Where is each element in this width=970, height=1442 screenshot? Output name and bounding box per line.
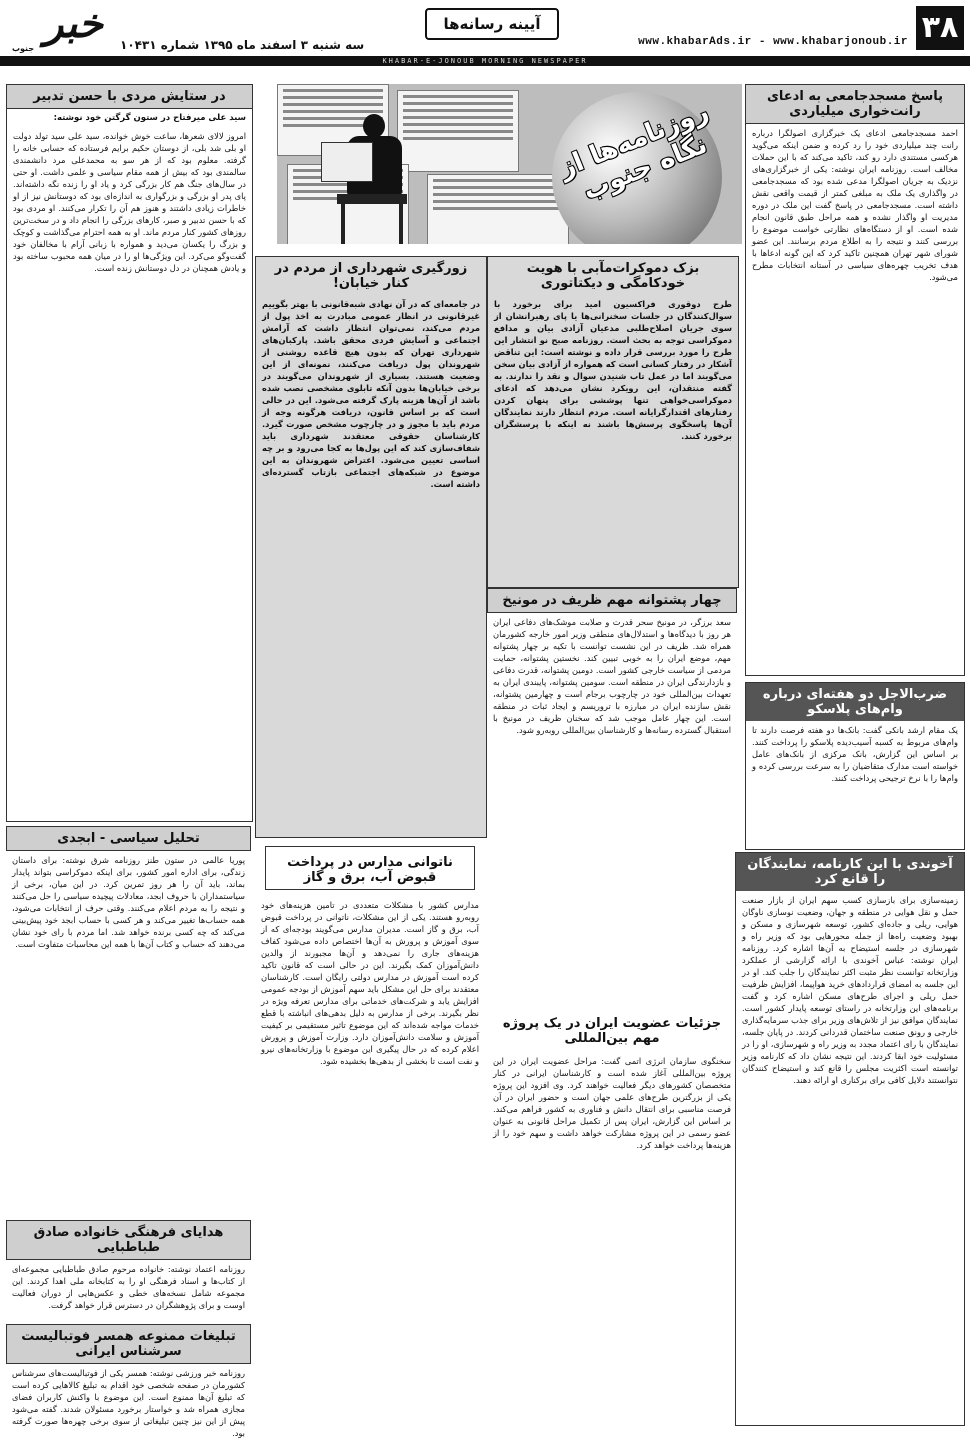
- article-praise: [6, 84, 253, 822]
- article-body: امروز لالای شعرها، ساعت خوش خوانده، سید علی سید تولد دولت او بلی شد بلی، از دوستان حکیم برایم فرستاده که حسابی خانه را گرفته. معلوم بود که از هر سو به محمدعلی مرد دانشمندی سالمندی بود که بیش از همه مقام سیاسی و علمی داشت. او حتی در سال‌های جنگ هم کار بزرگی کرد و یاد او را زنده نگه داشته‌اند. پای پدر او بزرگی و بزرگواری به اندازه‌ای بود که دوستانش نیز از او خاطرات زیادی داشتند و هنوز هم آن را تکرار می‌کنند. او مردی بود که با حسن تدبیر و صبر، کارهای بزرگی را انجام داد و در سخت‌ترین روزهای کشور کنار مردم ماند. او به همه احترام می‌گذاشت و کوچک و بزرگ را یکسان می‌دید و همواره با زبانی آرام با مخالفان خود گفت‌وگو می‌کرد. این ویژگی‌ها او را در میان همه محبوب ساخته بود و یادش همچنان در دل دوستانش زنده است.: [13, 131, 246, 273]
- article-ultimatum: [745, 682, 965, 850]
- article-title: جزئیات عضویت ایران در یک پروژه مهم بین‌المللی: [502, 1016, 722, 1046]
- article-body: سعد برزگر، در مونیخ سحر قدرت و صلابت موشک‌های دفاعی ایران هر روز با دیدگاه‌ها و استدلال‌های منطقی وزیر امور خارجه کشورمان همراه شد. ظریف در این نشست توانست با تکیه بر چهار پشتوانه مهم، موضع ایران را به خوبی تبیین کند. نخستین پشتوانه، حمایت مردمی از سیاست خارجی کشور است. دومین پشتوانه، قدرت دفاعی و بازدارندگی ایران در منطقه است. سومین پشتوانه، پایبندی ایران به تعهدات بین‌المللی خود در چارچوب برجام است و چهارمین پشتوانه، نقش سازنده ایران در مبارزه با تروریسم و ایجاد ثبات در منطقه است. این چهار عامل موجب شد که سخنان ظریف در مونیخ با استقبال گسترده رسانه‌ها و کارشناسان بین‌المللی روبه‌رو شود.: [493, 617, 731, 735]
- article-body: احمد مسجدجامعی ادعای یک خبرگزاری اصولگرا درباره رانت چند میلیاردی خود را رد کرده و ضمن اینکه می‌گوید هرکسی مستندی دارد رو کند، تاکید می‌کند که با این حملات مخالف است. روزنامه ایران نوشته: یکی از خبرگزاری‌های نزدیک به جریان اصولگرا مدعی شده بود که مسجدجامعی در واگذاری یک ملک به مبلغی کمتر از قیمت واقعی نقش داشته است. مسجدجامعی در پاسخ گفت این ملک در دوره مدیریت او واگذار نشده و همه مراحل طبق قانون انجام شده است. او از دستگاه‌های نظارتی خواست موضوع را بررسی کنند و نتیجه را به اطلاع مردم برسانند. این عضو شورای شهر تهران همچنین تاکید کرد که این گونه ادعاها با هدف تخریب چهره‌های سیاسی در آستانه انتخابات مطرح می‌شود.: [752, 128, 958, 282]
- article-banned-ads: [6, 1324, 251, 1438]
- article-title: تحلیل سیاسی - ابجدی: [6, 826, 251, 851]
- article-gift: [6, 1220, 251, 1320]
- article-body: یک مقام ارشد بانکی گفت: بانک‌ها دو هفته فرصت دارند تا وام‌های مربوط به کسبه آسیب‌دیده پلاسکو را پرداخت کنند. بر اساس این گزارش، بانک مرکزی از بانک‌های عامل خواسته است مدارک متقاضیان را به سرعت بررسی کرده و وام‌ها را با نرخ ترجیحی پرداخت کنند.: [752, 725, 958, 783]
- reader-silhouette-icon: [327, 114, 417, 244]
- article-title: در ستایش مردی با حسن تدبیر: [7, 85, 252, 109]
- article-democrats: [487, 256, 739, 588]
- website-links[interactable]: www.khabarAds.ir - www.khabarjonoub.ir: [638, 36, 908, 48]
- newspaper-logo: [8, 0, 103, 54]
- article-mosque: [745, 84, 965, 676]
- article-body: طرح دوقوری فراکسیون امید برای برخورد با سوال‌کنندگان در جلسات سخنرانی‌ها یا پای رهبرانشان از سوی جریان اصلاح‌طلبی مدعیان آزادی بیان و مدافع دموکراسی توجه به بحث است. روزنامه صبح نو انتشار این طرح را مورد بررسی قرار داده و نوشته است: این تناقض آشکار در رفتار کسانی است که همواره از آزادی بیان سخن می‌گویند اما در عمل تاب شنیدن سوال و نقد را ندارند. به گفته منتقدان، این رویکرد نشان می‌دهد که ادعای دموکراسی‌خواهی تنها پوششی برای پنهان کردن رفتارهای اقتدارگرایانه است. مردم انتظار دارند نمایندگان آن‌ها پاسخگوی پرسش‌ها باشند نه اینکه با پرسشگران برخورد کنند.: [494, 299, 732, 441]
- article-project: [487, 1004, 737, 1424]
- masthead-band: KHABAR-E-JONOUB MORNING NEWSPAPER: [0, 56, 970, 66]
- page-header: [0, 0, 970, 58]
- article-byline: سید علی میرفتاح در ستون گرگتن خود نوشته:: [53, 113, 246, 123]
- article-title: بزک دموکرات‌مآبی با هویت خودکامگی و دیکتاتوری: [526, 261, 700, 291]
- issue-dateline: سه شنبه ۳ اسفند ماه ۱۳۹۵ شماره ۱۰۴۳۱: [120, 38, 365, 52]
- article-title: ضرب‌الاجل دو هفته‌ای درباره وام‌های پلاسکو: [746, 683, 964, 721]
- article-body: زمینه‌سازی برای بازسازی کسب سهم ایران از بازار صنعت حمل و نقل هوایی در منطقه و جهان، وضعیت نوسازی ناوگان هوایی، ریلی و جاده‌ای کشور، توسعه شهرسازی و مسکن و بهبود وضعیت راه‌ها از جمله محورهایی بود که وزیر راه و شهرسازی در جلسه استیضاح به آن‌ها اشاره کرد. روزنامه ایران نوشته: عباس آخوندی با ارائه گزارشی از عملکرد وزارتخانه توانست نظر مثبت اکثر نمایندگان را جلب کند. او در این جلسه به امضای قراردادهای خرید هواپیما، افزایش ظرفیت حمل ریلی و اجرای طرح‌های مسکن اشاره کرد و گفت برنامه‌های این وزارتخانه در راستای توسعه پایدار کشور است. نمایندگان موافق نیز از تلاش‌های وزیر برای جذب سرمایه‌گذاری خارجی و رونق صنعت ساختمان قدردانی کردند. در پایان جلسه، نمایندگان با رای اعتماد مجدد به وزیر راه و شهرسازی، او را در مسئولیت خود ابقا کردند. این نتیجه نشان داد که کارنامه وزیر توانسته است اکثریت مجلس را قانع کند و استیضاح کنندگان نتوانستند دلایل کافی برای برکناری او ارائه دهند.: [742, 895, 958, 1085]
- article-title: پاسخ مسجدجامعی به ادعای رانت‌خواری میلیاردی: [746, 85, 964, 124]
- article-body: پوریا عالمی در ستون طنز روزنامه شرق نوشته: برای داستان زندگی، برای اداره امور کشور، برای اینکه دموکراسی بتواند پایدار بماند، باید آن را هر روز تمرین کرد. در این میان، برخی از سیاستمداران با حروف ابجد، معادلات پیچیده سیاسی را حل می‌کنند و نتیجه را به مردم اعلام می‌کنند. وقتی حرف از انتخابات می‌شود، همه حساب‌ها تغییر می‌کند و هر کسی با حساب ابجد خود پیش‌بینی می‌کند که چه کسی برنده خواهد شد. اما مردم با رای خود نشان می‌دهند که حساب و کتاب آن‌ها با همه این محاسبات متفاوت است.: [12, 855, 245, 949]
- article-analysis: [6, 826, 251, 1216]
- newspaper-collage-image: [277, 84, 742, 244]
- article-title: تبلیغات ممنوعه همسر فوتبالیست سرشناس ایرانی: [6, 1324, 251, 1364]
- article-title: زورگیری شهرداری از مردم در کنار خیابان!: [274, 261, 468, 291]
- article-municipality: [255, 256, 487, 838]
- article-schools: [255, 840, 485, 1424]
- article-munich: [487, 588, 737, 998]
- article-body: در جامعه‌ای که در آن نهادی شبه‌قانونی با بهتر بگوییم غیرقانونی در انظار عمومی مبادرت به اخذ پول از مردم می‌کند، نمی‌توان انتظار داشت که آرامش اجتماعی و آسایش فردی محقق باشد. پارکبان‌های شهرداری تهران که بدون هیچ قاعده روشنی از شهروندان پول دریافت می‌کنند، نمونه‌ای از این وضعیت هستند. بسیاری از شهروندان می‌گویند در برخی خیابان‌ها بدون آنکه تابلوی مشخصی نصب شده باشد از آن‌ها هزینه پارک گرفته می‌شود. این در حالی است که بر اساس قانون، دریافت هرگونه وجه از مردم باید با مجوز و در چارچوب مشخص صورت گیرد. کارشناسان حقوقی معتقدند شهرداری باید شفاف‌سازی کند که این پول‌ها به کجا می‌رود و بر چه اساسی تعیین می‌شود. اعتراض شهروندان به این موضوع در شبکه‌های اجتماعی بازتاب گسترده‌ای داشته است.: [262, 299, 480, 489]
- article-title: هدایای فرهنگی خانواده صادق طباطبایی: [6, 1220, 251, 1260]
- section-title: آیینه رسانه‌ها: [425, 8, 559, 40]
- logo-subtitle: جنوب: [12, 44, 35, 53]
- article-body: مدارس کشور با مشکلات متعددی در تامین هزینه‌های خود روبه‌رو هستند. یکی از این مشکلات، ناتوانی در پرداخت قبوض آب، برق و گاز است. مدیران مدارس می‌گویند بودجه‌ای که از سوی آموزش و پرورش به آن‌ها اختصاص داده می‌شود کفاف هزینه‌های جاری را نمی‌دهد و آن‌ها مجبورند از والدین دانش‌آموزان کمک بگیرند. این در حالی است که قانون تاکید کرده است آموزش در مدارس دولتی رایگان است. کارشناسان معتقدند برای حل این مشکل باید سهم آموزش از بودجه عمومی افزایش یابد و شرکت‌های خدماتی برای مدارس تعرفه ویژه در نظر بگیرند. برخی از مدارس به دلیل بدهی‌های انباشته با قطع خدمات مواجه شده‌اند که این موضوع تاثیر مستقیمی بر کیفیت آموزش و سلامت دانش‌آموزان دارد. وزارت آموزش و پرورش اعلام کرده که در حال پیگیری این موضوع با وزارتخانه‌های نیرو و نفت است تا بخشی از بدهی‌ها بخشیده شود.: [261, 900, 479, 1066]
- collage-slogan: روزنامه‌ها از نگاه جنوب: [554, 96, 713, 207]
- article-body: روزنامه اعتماد نوشته: خانواده مرحوم صادق طباطبایی مجموعه‌ای از کتاب‌ها و اسناد فرهنگی او را به کتابخانه ملی اهدا کردند. این مجموعه شامل نسخه‌های خطی و عکس‌هایی از دوران فعالیت اوست و برای پژوهشگران در دسترس قرار خواهد گرفت.: [12, 1264, 245, 1310]
- page-number: ۳۸: [916, 6, 964, 50]
- article-akhoondi: [735, 852, 965, 1426]
- logo-wordmark: خبر: [44, 0, 103, 47]
- article-body: سخنگوی سازمان انرژی اتمی گفت: مراحل عضویت ایران در این پروژه بین‌المللی آغاز شده است و کارشناسان ایرانی در کنار متخصصان کشورهای دیگر فعالیت خواهند کرد. وی افزود این پروژه یکی از بزرگترین طرح‌های علمی جهان است و حضور ایران در آن فرصت مناسبی برای انتقال دانش و فناوری به کشور فراهم می‌کند. بر اساس این گزارش، ایران پس از تکمیل مراحل قانونی به عنوان عضو رسمی در این پروژه مشارکت خواهد داشت و سهم خود را از هزینه‌ها پرداخت خواهد کرد.: [493, 1056, 731, 1150]
- article-body: روزنامه خبر ورزشی نوشته: همسر یکی از فوتبالیست‌های سرشناس کشورمان در صفحه شخصی خود اقدام به تبلیغ کالاهایی کرده است که تبلیغ آن‌ها ممنوع است. این موضوع با واکنش کاربران فضای مجازی همراه شد و خواستار برخورد مسئولان شدند. گفته می‌شود پیش از این نیز چنین تبلیغاتی از سوی برخی چهره‌ها صورت گرفته بود.: [12, 1368, 245, 1438]
- article-title: آخوندی با این کارنامه، نمایندگان را قانع کرد: [736, 853, 964, 891]
- article-title: ناتوانی مدارس در پرداخت قبوض آب، برق و گاز: [265, 846, 475, 890]
- article-title: چهار پشتوانه مهم ظریف در مونیخ: [487, 588, 737, 613]
